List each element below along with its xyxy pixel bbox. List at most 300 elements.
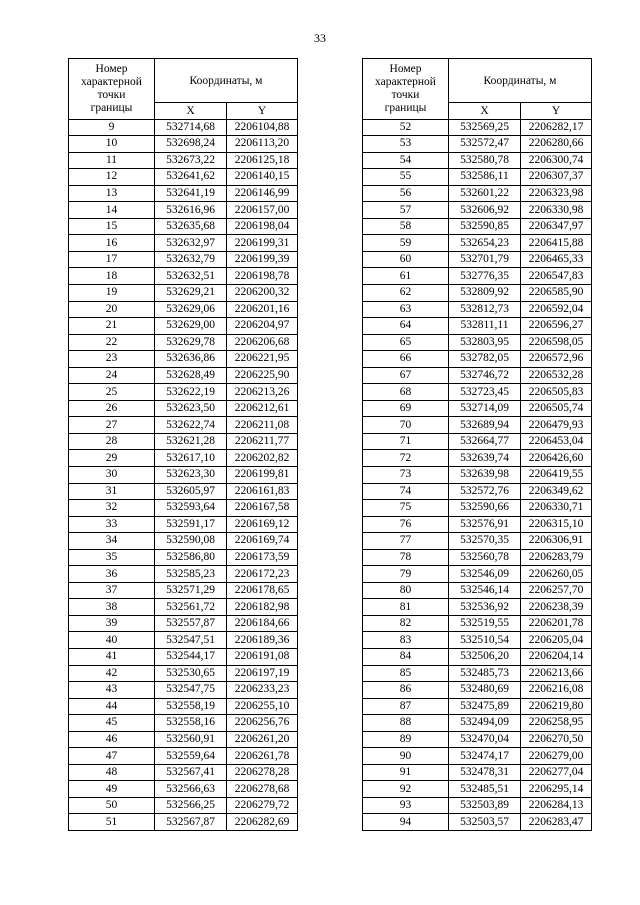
x-coordinate-cell: 532714,09: [449, 400, 521, 417]
x-coordinate-cell: 532478,31: [449, 764, 521, 781]
point-number-cell: 11: [69, 152, 155, 169]
point-number-cell: 48: [69, 764, 155, 781]
point-number-cell: 86: [363, 682, 449, 699]
x-coordinate-cell: 532590,66: [449, 500, 521, 517]
x-coordinate-cell: 532590,08: [155, 533, 227, 550]
y-coordinate-cell: 2206300,74: [521, 152, 592, 169]
x-coordinate-cell: 532673,22: [155, 152, 227, 169]
table-row: [69, 566, 298, 583]
x-coordinate-cell: 532664,77: [449, 433, 521, 450]
table-row: [69, 417, 298, 434]
table-row: [69, 433, 298, 450]
y-coordinate-cell: 2206465,33: [521, 251, 592, 268]
header-point-number-line: границы: [384, 101, 427, 114]
x-coordinate-cell: 532714,68: [155, 119, 227, 136]
table-row: [69, 814, 298, 831]
x-coordinate-cell: 532560,91: [155, 731, 227, 748]
y-coordinate-cell: 2206547,83: [521, 268, 592, 285]
point-number-cell: 93: [363, 797, 449, 814]
table-row: [69, 351, 298, 368]
y-coordinate-cell: 2206238,39: [521, 599, 592, 616]
point-number-cell: 90: [363, 748, 449, 765]
x-coordinate-cell: 532586,11: [449, 169, 521, 186]
x-coordinate-cell: 532536,92: [449, 599, 521, 616]
x-coordinate-cell: 532475,89: [449, 698, 521, 715]
point-number-cell: 40: [69, 632, 155, 649]
table-row: [363, 400, 592, 417]
x-coordinate-cell: 532616,96: [155, 202, 227, 219]
table-row: [69, 500, 298, 517]
x-coordinate-cell: 532601,22: [449, 185, 521, 202]
point-number-cell: 55: [363, 169, 449, 186]
x-coordinate-cell: 532632,51: [155, 268, 227, 285]
x-coordinate-cell: 532560,78: [449, 549, 521, 566]
y-coordinate-cell: 2206216,08: [521, 682, 592, 699]
x-coordinate-cell: 532629,00: [155, 318, 227, 335]
x-coordinate-cell: 532782,05: [449, 351, 521, 368]
y-coordinate-cell: 2206270,50: [521, 731, 592, 748]
point-number-cell: 81: [363, 599, 449, 616]
table-row: [363, 682, 592, 699]
table-row: [69, 466, 298, 483]
y-coordinate-cell: 2206295,14: [521, 781, 592, 798]
table-row: [363, 417, 592, 434]
table-row: [363, 549, 592, 566]
table-row: [363, 615, 592, 632]
point-number-cell: 21: [69, 318, 155, 335]
point-number-cell: 9: [69, 119, 155, 136]
table-row: [363, 814, 592, 831]
header-coordinates: Координаты, м: [155, 59, 298, 103]
header-point-number-line: Номер: [389, 62, 422, 75]
table-row: [363, 715, 592, 732]
y-coordinate-cell: 2206199,31: [227, 235, 298, 252]
point-number-cell: 13: [69, 185, 155, 202]
y-coordinate-cell: 2206347,97: [521, 218, 592, 235]
table-row: [69, 549, 298, 566]
table-row: [363, 218, 592, 235]
point-number-cell: 32: [69, 500, 155, 517]
coordinates-table-right: [362, 58, 592, 831]
y-coordinate-cell: 2206204,97: [227, 318, 298, 335]
x-coordinate-cell: 532629,06: [155, 301, 227, 318]
x-coordinate-cell: 532622,19: [155, 384, 227, 401]
table-row: [69, 136, 298, 153]
y-coordinate-cell: 2206178,65: [227, 582, 298, 599]
x-coordinate-cell: 532566,25: [155, 797, 227, 814]
y-coordinate-cell: 2206169,12: [227, 516, 298, 533]
x-coordinate-cell: 532559,64: [155, 748, 227, 765]
x-coordinate-cell: 532569,25: [449, 119, 521, 136]
point-number-cell: 31: [69, 483, 155, 500]
x-coordinate-cell: 532580,78: [449, 152, 521, 169]
x-coordinate-cell: 532530,65: [155, 665, 227, 682]
y-coordinate-cell: 2206221,95: [227, 351, 298, 368]
table-row: [363, 764, 592, 781]
y-coordinate-cell: 2206191,08: [227, 649, 298, 666]
y-coordinate-cell: 2206592,04: [521, 301, 592, 318]
y-coordinate-cell: 2206113,20: [227, 136, 298, 153]
table-row: [363, 632, 592, 649]
y-coordinate-cell: 2206278,28: [227, 764, 298, 781]
y-coordinate-cell: 2206161,83: [227, 483, 298, 500]
x-coordinate-cell: 532558,19: [155, 698, 227, 715]
table-row: [363, 367, 592, 384]
point-number-cell: 76: [363, 516, 449, 533]
y-coordinate-cell: 2206182,98: [227, 599, 298, 616]
x-coordinate-cell: 532623,30: [155, 466, 227, 483]
y-coordinate-cell: 2206505,83: [521, 384, 592, 401]
table-row: [363, 731, 592, 748]
page-number: 33: [314, 31, 326, 45]
x-coordinate-cell: 532776,35: [449, 268, 521, 285]
y-coordinate-cell: 2206211,08: [227, 417, 298, 434]
point-number-cell: 80: [363, 582, 449, 599]
header-point-number: [363, 59, 449, 120]
y-coordinate-cell: 2206261,20: [227, 731, 298, 748]
point-number-cell: 26: [69, 400, 155, 417]
table-row: [69, 450, 298, 467]
point-number-cell: 22: [69, 334, 155, 351]
y-coordinate-cell: 2206505,74: [521, 400, 592, 417]
table-row: [69, 284, 298, 301]
point-number-cell: 30: [69, 466, 155, 483]
x-coordinate-cell: 532590,85: [449, 218, 521, 235]
y-coordinate-cell: 2206206,68: [227, 334, 298, 351]
y-coordinate-cell: 2206212,61: [227, 400, 298, 417]
point-number-cell: 47: [69, 748, 155, 765]
table-row: [363, 384, 592, 401]
point-number-cell: 88: [363, 715, 449, 732]
y-coordinate-cell: 2206204,14: [521, 649, 592, 666]
y-coordinate-cell: 2206201,78: [521, 615, 592, 632]
x-coordinate-cell: 532506,20: [449, 649, 521, 666]
x-coordinate-cell: 532586,80: [155, 549, 227, 566]
y-coordinate-cell: 2206306,91: [521, 533, 592, 550]
table-row: [69, 764, 298, 781]
point-number-cell: 10: [69, 136, 155, 153]
table-row: [69, 665, 298, 682]
point-number-cell: 12: [69, 169, 155, 186]
x-coordinate-cell: 532571,29: [155, 582, 227, 599]
point-number-cell: 44: [69, 698, 155, 715]
point-number-cell: 24: [69, 367, 155, 384]
table-row: [69, 119, 298, 136]
table-row: [69, 251, 298, 268]
table-row: [69, 301, 298, 318]
point-number-cell: 57: [363, 202, 449, 219]
point-number-cell: 17: [69, 251, 155, 268]
y-coordinate-cell: 2206283,47: [521, 814, 592, 831]
header-y: Y: [521, 103, 592, 120]
point-number-cell: 56: [363, 185, 449, 202]
table-row: [363, 251, 592, 268]
table-row: [69, 169, 298, 186]
y-coordinate-cell: 2206279,00: [521, 748, 592, 765]
point-number-cell: 25: [69, 384, 155, 401]
point-number-cell: 29: [69, 450, 155, 467]
x-coordinate-cell: 532503,89: [449, 797, 521, 814]
y-coordinate-cell: 2206330,71: [521, 500, 592, 517]
y-coordinate-cell: 2206205,04: [521, 632, 592, 649]
y-coordinate-cell: 2206453,04: [521, 433, 592, 450]
point-number-cell: 28: [69, 433, 155, 450]
point-number-cell: 59: [363, 235, 449, 252]
table-row: [363, 268, 592, 285]
table-row: [363, 351, 592, 368]
table-row: [363, 169, 592, 186]
table-row: [363, 185, 592, 202]
point-number-cell: 50: [69, 797, 155, 814]
table-row: [69, 615, 298, 632]
table-row: [363, 748, 592, 765]
header-point-number-line: точки: [391, 88, 420, 101]
y-coordinate-cell: 2206284,13: [521, 797, 592, 814]
point-number-cell: 23: [69, 351, 155, 368]
table-row: [363, 334, 592, 351]
point-number-cell: 87: [363, 698, 449, 715]
x-coordinate-cell: 532803,95: [449, 334, 521, 351]
x-coordinate-cell: 532698,24: [155, 136, 227, 153]
table-row: [363, 781, 592, 798]
point-number-cell: 67: [363, 367, 449, 384]
table-row: [69, 748, 298, 765]
table-row: [69, 152, 298, 169]
y-coordinate-cell: 2206282,69: [227, 814, 298, 831]
y-coordinate-cell: 2206167,58: [227, 500, 298, 517]
y-coordinate-cell: 2206479,93: [521, 417, 592, 434]
table-row: [69, 185, 298, 202]
x-coordinate-cell: 532480,69: [449, 682, 521, 699]
y-coordinate-cell: 2206219,80: [521, 698, 592, 715]
x-coordinate-cell: 532593,64: [155, 500, 227, 517]
point-number-cell: 18: [69, 268, 155, 285]
header-x: X: [449, 103, 521, 120]
table-row: [363, 301, 592, 318]
y-coordinate-cell: 2206189,36: [227, 632, 298, 649]
y-coordinate-cell: 2206585,90: [521, 284, 592, 301]
y-coordinate-cell: 2206172,23: [227, 566, 298, 583]
table-row: [69, 682, 298, 699]
table-row: [363, 483, 592, 500]
y-coordinate-cell: 2206279,72: [227, 797, 298, 814]
x-coordinate-cell: 532635,68: [155, 218, 227, 235]
x-coordinate-cell: 532557,87: [155, 615, 227, 632]
table-row: [363, 500, 592, 517]
point-number-cell: 14: [69, 202, 155, 219]
table-row: [363, 235, 592, 252]
x-coordinate-cell: 532632,97: [155, 235, 227, 252]
x-coordinate-cell: 532639,74: [449, 450, 521, 467]
y-coordinate-cell: 2206197,19: [227, 665, 298, 682]
table-row: [69, 582, 298, 599]
point-number-cell: 37: [69, 582, 155, 599]
x-coordinate-cell: 532621,28: [155, 433, 227, 450]
point-number-cell: 65: [363, 334, 449, 351]
point-number-cell: 70: [363, 417, 449, 434]
table-row: [363, 533, 592, 550]
table-row: [363, 599, 592, 616]
table-row: [69, 533, 298, 550]
point-number-cell: 43: [69, 682, 155, 699]
table-row: [363, 318, 592, 335]
x-coordinate-cell: 532547,75: [155, 682, 227, 699]
header-point-number-line: Номер: [95, 62, 128, 75]
table-row: [69, 483, 298, 500]
x-coordinate-cell: 532585,23: [155, 566, 227, 583]
point-number-cell: 51: [69, 814, 155, 831]
x-coordinate-cell: 532485,73: [449, 665, 521, 682]
point-number-cell: 63: [363, 301, 449, 318]
point-number-cell: 92: [363, 781, 449, 798]
table-row: [69, 797, 298, 814]
y-coordinate-cell: 2206282,17: [521, 119, 592, 136]
header-x: X: [155, 103, 227, 120]
x-coordinate-cell: 532632,79: [155, 251, 227, 268]
point-number-cell: 46: [69, 731, 155, 748]
table-row: [69, 235, 298, 252]
x-coordinate-cell: 532746,72: [449, 367, 521, 384]
y-coordinate-cell: 2206198,04: [227, 218, 298, 235]
point-number-cell: 38: [69, 599, 155, 616]
header-point-number-line: характерной: [81, 75, 142, 88]
point-number-cell: 45: [69, 715, 155, 732]
x-coordinate-cell: 532572,76: [449, 483, 521, 500]
y-coordinate-cell: 2206140,15: [227, 169, 298, 186]
y-coordinate-cell: 2206323,98: [521, 185, 592, 202]
x-coordinate-cell: 532547,51: [155, 632, 227, 649]
header-y: Y: [227, 103, 298, 120]
x-coordinate-cell: 532623,50: [155, 400, 227, 417]
point-number-cell: 27: [69, 417, 155, 434]
point-number-cell: 85: [363, 665, 449, 682]
point-number-cell: 82: [363, 615, 449, 632]
point-number-cell: 68: [363, 384, 449, 401]
point-number-cell: 78: [363, 549, 449, 566]
y-coordinate-cell: 2206258,95: [521, 715, 592, 732]
point-number-cell: 34: [69, 533, 155, 550]
y-coordinate-cell: 2206173,59: [227, 549, 298, 566]
x-coordinate-cell: 532617,10: [155, 450, 227, 467]
x-coordinate-cell: 532558,16: [155, 715, 227, 732]
point-number-cell: 41: [69, 649, 155, 666]
point-number-cell: 84: [363, 649, 449, 666]
x-coordinate-cell: 532474,17: [449, 748, 521, 765]
point-number-cell: 49: [69, 781, 155, 798]
x-coordinate-cell: 532809,92: [449, 284, 521, 301]
point-number-cell: 83: [363, 632, 449, 649]
table-row: [69, 268, 298, 285]
table-row: [69, 731, 298, 748]
x-coordinate-cell: 532510,54: [449, 632, 521, 649]
y-coordinate-cell: 2206415,88: [521, 235, 592, 252]
table-row: [363, 665, 592, 682]
table-row: [363, 119, 592, 136]
x-coordinate-cell: 532639,98: [449, 466, 521, 483]
x-coordinate-cell: 532544,17: [155, 649, 227, 666]
x-coordinate-cell: 532605,97: [155, 483, 227, 500]
point-number-cell: 64: [363, 318, 449, 335]
point-number-cell: 36: [69, 566, 155, 583]
x-coordinate-cell: 532606,92: [449, 202, 521, 219]
point-number-cell: 66: [363, 351, 449, 368]
point-number-cell: 72: [363, 450, 449, 467]
x-coordinate-cell: 532567,87: [155, 814, 227, 831]
point-number-cell: 33: [69, 516, 155, 533]
x-coordinate-cell: 532519,55: [449, 615, 521, 632]
y-coordinate-cell: 2206199,81: [227, 466, 298, 483]
y-coordinate-cell: 2206184,66: [227, 615, 298, 632]
point-number-cell: 20: [69, 301, 155, 318]
point-number-cell: 16: [69, 235, 155, 252]
table-row: [363, 136, 592, 153]
point-number-cell: 54: [363, 152, 449, 169]
table-row: [69, 367, 298, 384]
x-coordinate-cell: 532494,09: [449, 715, 521, 732]
y-coordinate-cell: 2206169,74: [227, 533, 298, 550]
y-coordinate-cell: 2206307,37: [521, 169, 592, 186]
y-coordinate-cell: 2206315,10: [521, 516, 592, 533]
x-coordinate-cell: 532567,41: [155, 764, 227, 781]
y-coordinate-cell: 2206233,23: [227, 682, 298, 699]
table-row: [363, 202, 592, 219]
table-row: [69, 632, 298, 649]
y-coordinate-cell: 2206280,66: [521, 136, 592, 153]
point-number-cell: 69: [363, 400, 449, 417]
x-coordinate-cell: 532654,23: [449, 235, 521, 252]
coordinates-table-left: [68, 58, 298, 831]
table-row: [69, 318, 298, 335]
x-coordinate-cell: 532689,94: [449, 417, 521, 434]
x-coordinate-cell: 532701,79: [449, 251, 521, 268]
y-coordinate-cell: 2206257,70: [521, 582, 592, 599]
y-coordinate-cell: 2206198,78: [227, 268, 298, 285]
point-number-cell: 62: [363, 284, 449, 301]
y-coordinate-cell: 2206213,66: [521, 665, 592, 682]
point-number-cell: 60: [363, 251, 449, 268]
y-coordinate-cell: 2206426,60: [521, 450, 592, 467]
table-row: [363, 566, 592, 583]
y-coordinate-cell: 2206125,18: [227, 152, 298, 169]
y-coordinate-cell: 2206330,98: [521, 202, 592, 219]
point-number-cell: 15: [69, 218, 155, 235]
point-number-cell: 77: [363, 533, 449, 550]
y-coordinate-cell: 2206572,96: [521, 351, 592, 368]
header-coordinates: Координаты, м: [449, 59, 592, 103]
table-row: [363, 466, 592, 483]
point-number-cell: 91: [363, 764, 449, 781]
table-row: [363, 797, 592, 814]
point-number-cell: 89: [363, 731, 449, 748]
table-row: [69, 334, 298, 351]
y-coordinate-cell: 2206104,88: [227, 119, 298, 136]
y-coordinate-cell: 2206283,79: [521, 549, 592, 566]
point-number-cell: 71: [363, 433, 449, 450]
x-coordinate-cell: 532629,21: [155, 284, 227, 301]
point-number-cell: 94: [363, 814, 449, 831]
x-coordinate-cell: 532812,73: [449, 301, 521, 318]
x-coordinate-cell: 532641,62: [155, 169, 227, 186]
y-coordinate-cell: 2206213,26: [227, 384, 298, 401]
y-coordinate-cell: 2206532,28: [521, 367, 592, 384]
y-coordinate-cell: 2206598,05: [521, 334, 592, 351]
table-row: [69, 516, 298, 533]
header-point-number: [69, 59, 155, 120]
table-row: [363, 284, 592, 301]
table-row: [363, 698, 592, 715]
y-coordinate-cell: 2206211,77: [227, 433, 298, 450]
x-coordinate-cell: 532591,17: [155, 516, 227, 533]
